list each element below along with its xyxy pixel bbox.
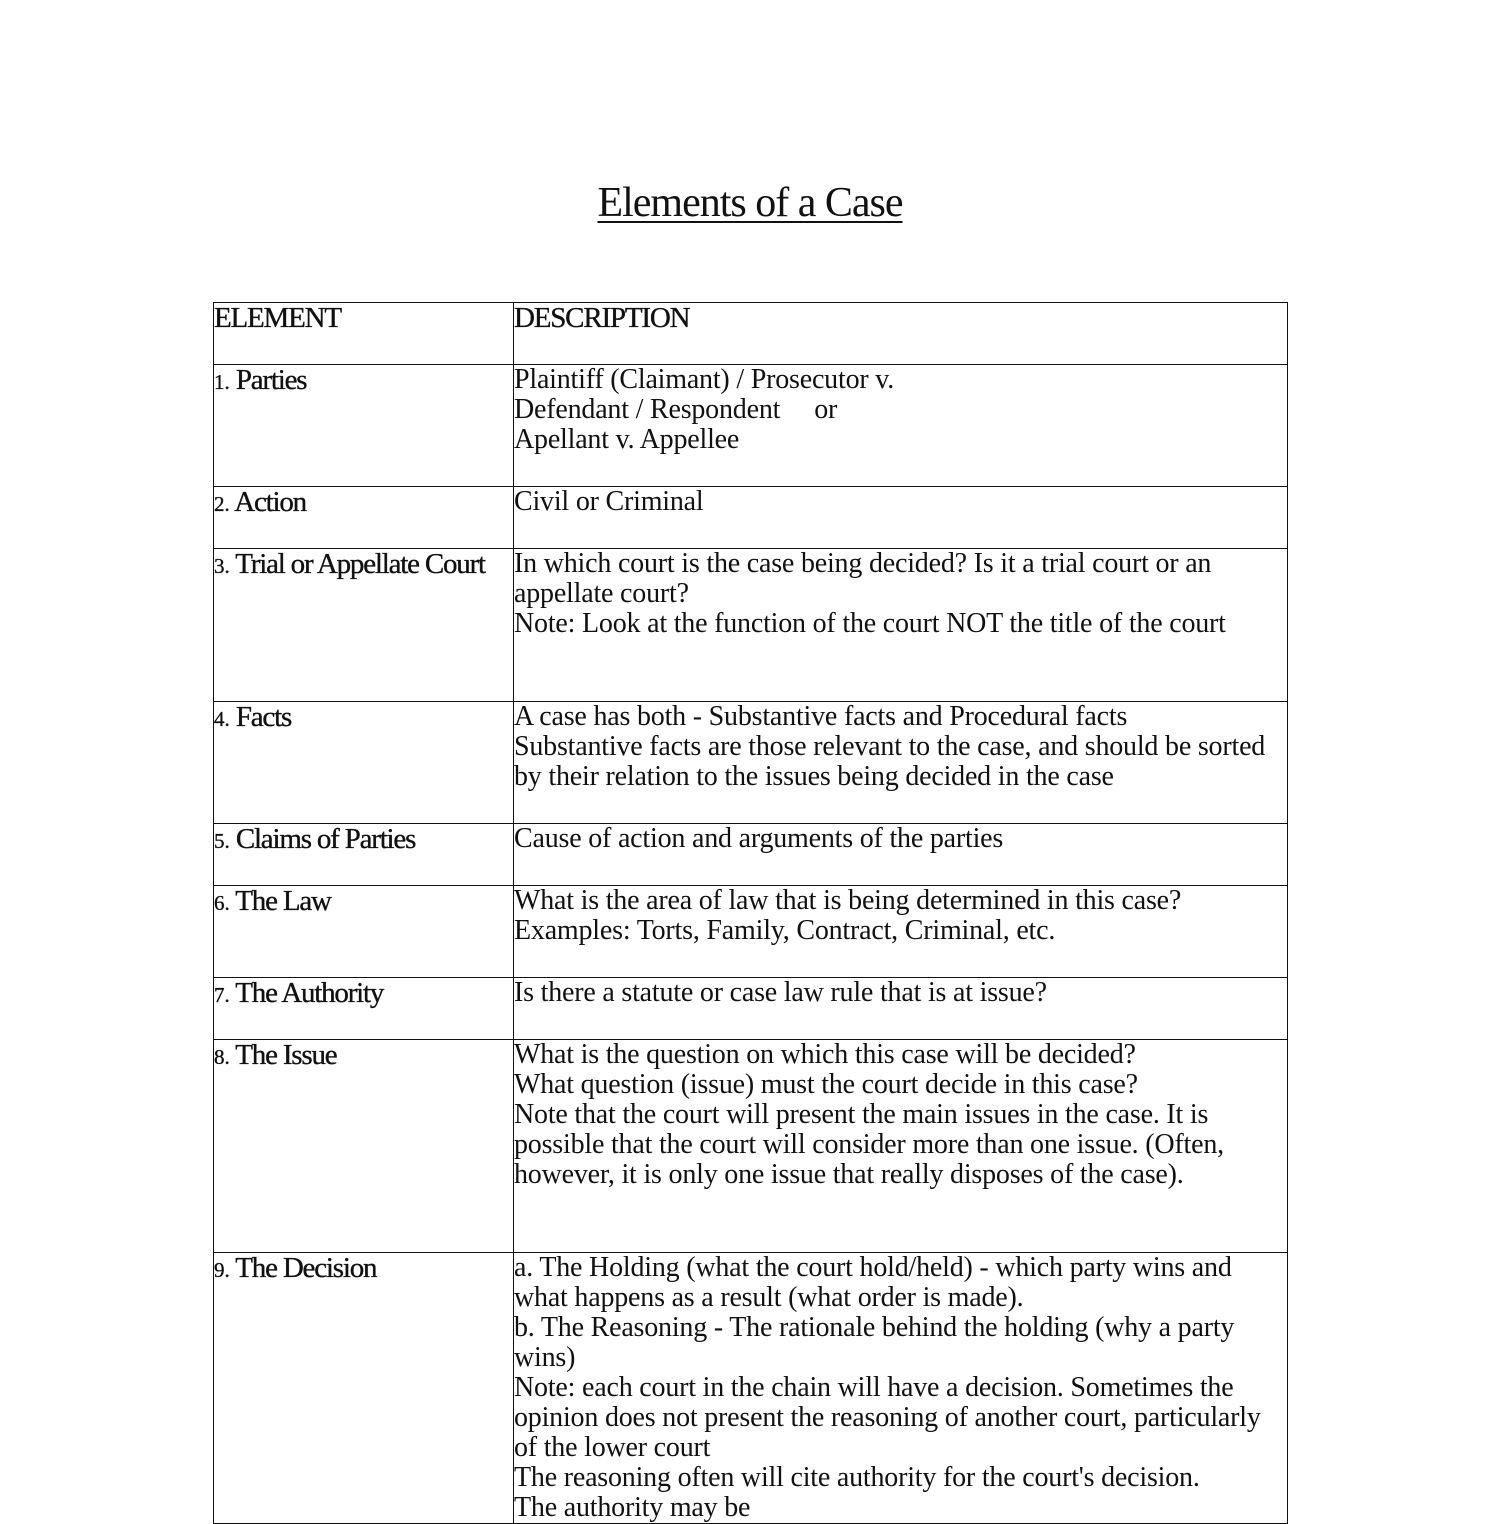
description-cell [514, 824, 1288, 886]
description-line: Is there a statute or case law rule that is at issue? [514, 977, 1047, 1008]
element-name: Facts [235, 701, 292, 733]
description-cell [514, 702, 1288, 824]
element-number: 5. [214, 829, 230, 853]
header-description: DESCRIPTION [514, 303, 1288, 365]
element-number: 3. [214, 554, 230, 578]
description-line: Cause of action and arguments of the parties [514, 823, 1004, 854]
element-name: The Issue [235, 1039, 337, 1071]
description-cell [514, 1040, 1288, 1253]
description-line: What question (issue) must the court decide in this case? [514, 1069, 1138, 1100]
description-cell [514, 886, 1288, 978]
element-cell [214, 824, 514, 886]
element-cell [214, 978, 514, 1040]
element-cell [214, 549, 514, 702]
element-name: The Law [235, 885, 331, 917]
description-cell [514, 1253, 1288, 1524]
description-line: Note: each court in the chain will have a decision. Sometimes the opinion does not present the reasoning of another court, particularly of the lower court [514, 1372, 1268, 1463]
table-row [214, 886, 1288, 978]
table-row [214, 549, 1288, 702]
description-line: A case has both - Substantive facts and Procedural facts [514, 701, 1128, 732]
element-cell [214, 886, 514, 978]
table-row [214, 978, 1288, 1040]
table-row [214, 487, 1288, 549]
element-cell [214, 365, 514, 487]
description-line: Apellant v. Appellee [514, 424, 740, 455]
element-cell [214, 487, 514, 549]
element-cell [214, 702, 514, 824]
description-line: The authority may be [514, 1492, 751, 1523]
description-cell [514, 365, 1288, 487]
element-name: Parties [235, 364, 307, 396]
description-line: In which court is the case being decided? Is it a trial court or an appellate court? [514, 548, 1219, 609]
description-line: Note: Look at the function of the court NOT the title of the court [514, 608, 1226, 639]
elements-table [213, 302, 1288, 1524]
description-line: What is the question on which this case will be decided? [514, 1039, 1136, 1070]
element-cell [214, 1040, 514, 1253]
element-name: Claims of Parties [235, 823, 416, 855]
description-line: Substantive facts are those relevant to the case, and should be sorted by their relation to the issues being decided in the case [514, 731, 1272, 792]
description-line: b. The Reasoning - The rationale behind the holding (why a party wins) [514, 1312, 1242, 1373]
element-number: 4. [214, 707, 230, 731]
table-row [214, 702, 1288, 824]
table-row [214, 1040, 1288, 1253]
table-row [214, 824, 1288, 886]
page-title: Elements of a Case [597, 180, 903, 226]
element-number: 2. [214, 492, 230, 516]
element-name: Trial or Appellate Court [235, 548, 485, 580]
header-element: ELEMENT [214, 303, 514, 365]
table-header-row [214, 303, 1288, 365]
description-line: Civil or Criminal [514, 486, 704, 517]
element-number: 8. [214, 1045, 230, 1069]
description-line: Examples: Torts, Family, Contract, Criminal, etc. [514, 915, 1056, 946]
description-line: Plaintiff (Claimant) / Prosecutor v. [514, 364, 895, 395]
description-line: What is the area of law that is being determined in this case? [514, 885, 1182, 916]
element-number: 7. [214, 983, 230, 1007]
element-name: The Decision [235, 1252, 377, 1284]
description-line: The reasoning often will cite authority for the court's decision. [514, 1462, 1200, 1493]
table-row [214, 1253, 1288, 1524]
description-line: a. The Holding (what the court hold/held) - which party wins and what happens as a result (what order is made). [514, 1252, 1239, 1313]
element-name: The Authority [235, 977, 384, 1009]
description-cell [514, 978, 1288, 1040]
element-number: 9. [214, 1258, 230, 1282]
description-line: Defendant / Respondent or [514, 394, 838, 425]
description-line: Note that the court will present the main issues in the case. It is possible that the court will consider more than one issue. (Often, however, it is only one issue that really disposes of the case). [514, 1099, 1231, 1190]
table-row [214, 365, 1288, 487]
element-name: Action [234, 486, 306, 518]
description-cell [514, 549, 1288, 702]
element-number: 6. [214, 891, 230, 915]
description-cell [514, 487, 1288, 549]
element-cell [214, 1253, 514, 1524]
element-number: 1. [214, 370, 230, 394]
